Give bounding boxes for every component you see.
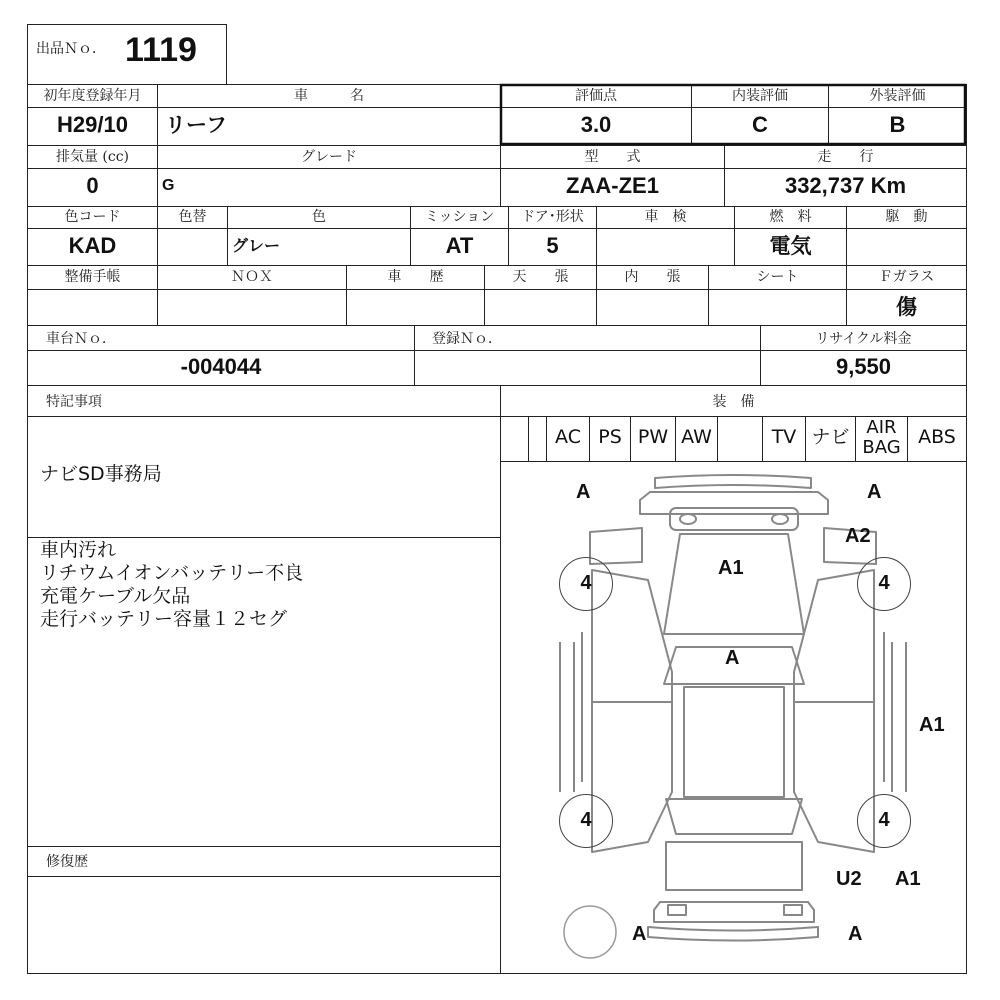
nox-label: ＮＯＸ	[231, 269, 273, 285]
model-label: 型 式	[584, 149, 641, 165]
damage-front-left: A	[576, 481, 591, 503]
damage-rear-left: A	[632, 923, 647, 945]
displacement-label: 排気量 (cc)	[55, 149, 130, 165]
score-value: 3.0	[580, 112, 612, 137]
exterior-grade-value: B	[889, 112, 906, 137]
reg-date-value: H29/10	[57, 112, 128, 137]
mileage-label: 走 行	[817, 149, 874, 165]
damage-front-right: A	[867, 481, 882, 503]
exterior-grade-label: 外装評価	[869, 88, 926, 104]
tire-rear-right: 4	[857, 794, 911, 848]
damage-rear-right-a1: A1	[895, 868, 921, 890]
fuel-label: 燃 料	[769, 209, 812, 225]
equipment-ps: PS	[598, 426, 622, 448]
grade-value: G	[162, 177, 175, 194]
fuel-value: 電気	[769, 234, 812, 258]
equipment-label: 装 備	[712, 394, 755, 410]
chassis-no-label: 車台Ｎｏ．	[46, 331, 116, 347]
seat-label: シート	[756, 269, 799, 285]
lot-label: 出品Ｎｏ．	[36, 41, 106, 57]
mileage-value: 332,737 Km	[784, 173, 907, 198]
mission-value: AT	[445, 233, 474, 258]
mission-label: ミッション	[424, 209, 495, 225]
equipment-pw: PW	[637, 426, 669, 448]
tire-rear-left: 4	[559, 794, 613, 848]
inspection-label: 車 検	[644, 209, 687, 225]
color-code-value: KAD	[68, 233, 117, 258]
tire-front-right: 4	[857, 557, 911, 611]
special-note-line: ナビSD事務局	[40, 463, 162, 485]
damage-rear-right-u2: U2	[836, 868, 862, 890]
car-name-value: リーフ	[165, 113, 227, 137]
reg-date-label: 初年度登録年月	[43, 88, 142, 104]
equipment-airbag: AIR BAG	[862, 417, 901, 458]
damage-hood: A1	[718, 557, 744, 579]
lot-number: 1119	[125, 31, 197, 69]
interior-grade-value: C	[752, 112, 768, 137]
damage-right-side: A1	[919, 714, 945, 736]
repair-history-label: 修復歴	[46, 854, 88, 870]
interior-lining-label: 内 張	[624, 269, 681, 285]
recolor-label: 色替	[178, 209, 207, 225]
chassis-no-value: -004044	[180, 354, 262, 379]
f-glass-label: Ｆガラス	[878, 269, 935, 285]
tire-front-left: 4	[559, 557, 613, 611]
f-glass-value: 傷	[896, 295, 917, 319]
damage-windshield: A	[725, 647, 740, 669]
color-value: グレー	[232, 236, 281, 255]
equipment-tv: TV	[771, 426, 797, 448]
equipment-ac: AC	[555, 426, 581, 448]
special-notes-label: 特記事項	[46, 394, 102, 410]
color-label: 色	[312, 209, 326, 225]
displacement-value: 0	[86, 173, 99, 198]
damage-rear-right: A	[848, 923, 863, 945]
car-damage-diagram	[500, 462, 966, 973]
note-line-2: リチウムイオンバッテリー不良	[40, 562, 304, 584]
roof-lining-label: 天 張	[512, 269, 569, 285]
maintenance-book-label: 整備手帳	[64, 269, 121, 285]
score-label: 評価点	[575, 88, 617, 104]
damage-right-front: A2	[845, 525, 871, 547]
recycle-fee-label: リサイクル料金	[815, 331, 912, 347]
drive-label: 駆 動	[885, 209, 928, 225]
note-line-4: 走行バッテリー容量１２セグ	[40, 608, 288, 630]
equipment-aw: AW	[681, 426, 712, 448]
color-code-label: 色コード	[64, 209, 121, 225]
door-value: 5	[546, 233, 559, 258]
equipment-abs: ABS	[918, 426, 956, 448]
recycle-fee-value: 9,550	[835, 354, 892, 379]
model-value: ZAA-ZE1	[566, 173, 659, 198]
note-line-1: 車内汚れ	[40, 539, 117, 561]
car-history-label: 車 歴	[387, 269, 444, 285]
car-name-label: 車 名	[294, 88, 364, 104]
interior-grade-label: 内装評価	[732, 88, 788, 104]
grade-label: グレード	[301, 149, 357, 165]
registration-no-label: 登録Ｎｏ．	[432, 331, 502, 347]
door-label: ドア･形状	[521, 209, 584, 225]
equipment-navi: ナビ	[811, 426, 850, 448]
note-line-3: 充電ケーブル欠品	[40, 585, 191, 607]
